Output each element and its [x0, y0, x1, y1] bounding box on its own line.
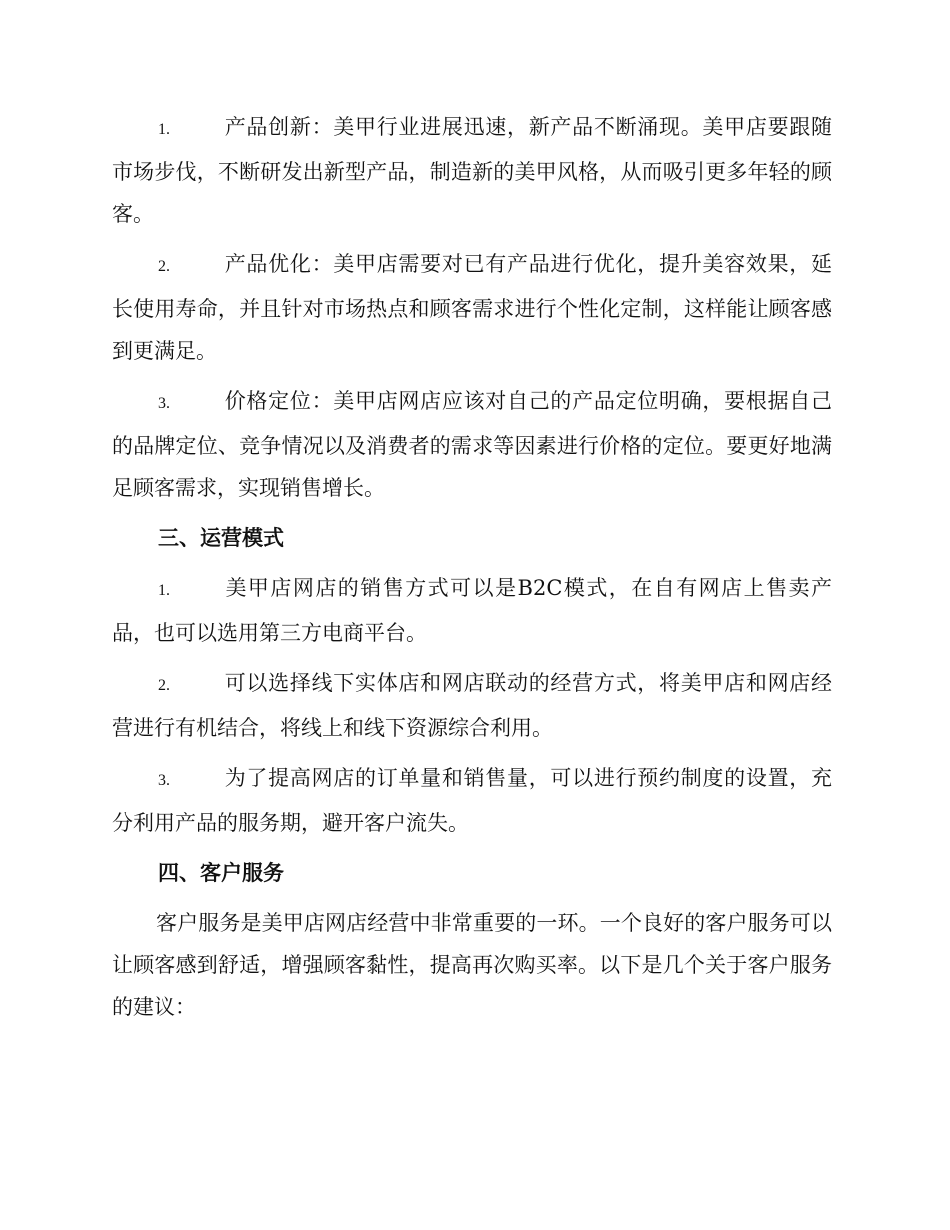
list-text: 产品优化：美甲店需要对已有产品进行优化，提升美容效果，延长使用寿命，并且针对市场热点和顾客需求进行个性化定制，这样能让顾客感到更满足。 — [112, 252, 832, 363]
list-item — [112, 243, 832, 372]
list-item — [112, 380, 832, 509]
section-heading: 四、客户服务 — [158, 860, 284, 885]
list-number: 3. — [158, 395, 170, 412]
list-number: 3. — [158, 772, 170, 789]
section-heading: 三、运营模式 — [158, 525, 284, 550]
list-number: 2. — [158, 677, 170, 694]
body-paragraph: 客户服务是美甲店网店经营中非常重要的一环。一个良好的客户服务可以让顾客感到舒适，增强顾客黏性，提高再次购买率。以下是几个关于客户服务的建议： — [112, 911, 832, 1019]
list-text: 美甲店网店的销售方式可以是B2C模式，在自有网店上售卖产品，也可以选用第三方电商平台。 — [112, 576, 832, 645]
list-item — [112, 757, 832, 844]
list-text: 产品创新：美甲行业进展迅速，新产品不断涌现。美甲店要跟随市场步伐，不断研发出新型产品，制造新的美甲风格，从而吸引更多年轻的顾客。 — [112, 115, 832, 226]
list-text: 可以选择线下实体店和网店联动的经营方式，将美甲店和网店经营进行有机结合，将线上和线下资源综合利用。 — [112, 671, 832, 740]
list-item — [112, 567, 832, 654]
list-number: 1. — [158, 582, 170, 599]
list-text: 价格定位：美甲店网店应该对自己的产品定位明确，要根据自己的品牌定位、竞争情况以及消费者的需求等因素进行价格的定位。要更好地满足顾客需求，实现销售增长。 — [112, 389, 832, 500]
list-number: 1. — [158, 121, 170, 138]
list-item — [112, 662, 832, 749]
list-number: 2. — [158, 258, 170, 275]
list-item — [112, 106, 832, 235]
list-text: 为了提高网店的订单量和销售量，可以进行预约制度的设置，充分利用产品的服务期，避开客户流失。 — [112, 766, 832, 835]
